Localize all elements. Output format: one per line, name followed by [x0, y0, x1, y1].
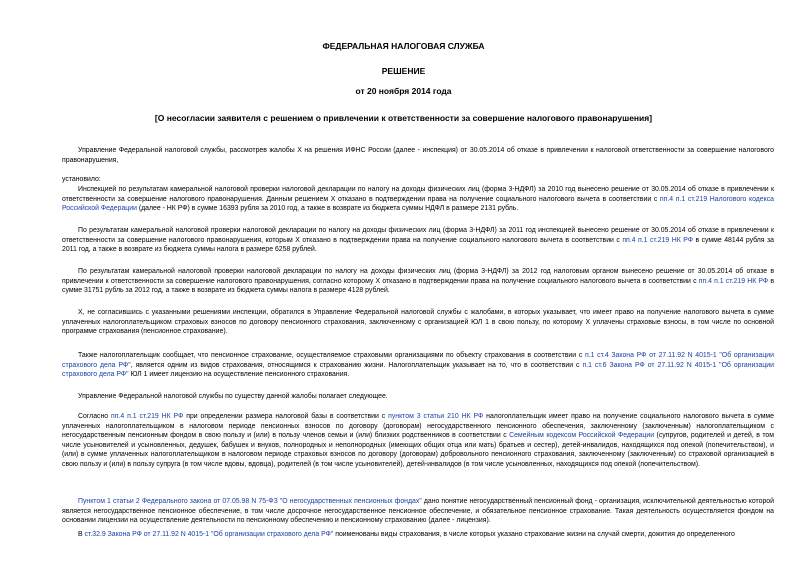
insurance-law-link[interactable]: п.1 ст.4 Закона РФ от 27.11.92 N 4015-1 "Об организации страхового дела РФ": [62, 352, 774, 369]
tax-code-link[interactable]: пунктом 3 статьи 210 НК РФ: [388, 413, 484, 420]
paragraph-intro: Управление Федеральной налоговой службы, рассмотрев жалобы Х на решения ИФНС России (далее - инспекция) от 30.05.2014 об отказе в привлечении к налоговой ответственности за совершение налогового правонарушения,: [62, 147, 774, 164]
text: По результатам камеральной налоговой проверки налоговой декларации по налогу на доходы физических лиц (форма 3-НДФЛ) за 2012 год налоговым органом вынесено решение от 30.05.2014 об отказе в привлечении к ответственности за совершение налогового правонарушения, согласно которому Х отказано в подтверждении права на получение социального налогового вычета в соответствии с: [62, 268, 774, 285]
text: (далее - НК РФ) в сумме 16393 рубля за 2010 год, а также в возврате из бюджета суммы НДФЛ в размере 2131 рубль.: [136, 205, 519, 213]
paragraph-insurance: [62, 351, 774, 380]
text: в сумме 48144 рубля за 2011 год, а также в возврате из бюджета суммы налога в размере 6258 рублей.: [62, 236, 775, 254]
text: (супругов, родителей и детей, в том числе усыновителей и усыновленных, дедушек, бабушек и внуков, полнородных и неполнородных (имеющих общих отца или мать) братьев и сестер), детей-инвалидов, находящихся под опекой (попечительством), и (или) в сумме уплаченных налогоплательщиком в налоговом периоде страховых взносов по договору (договорам) добровольного пенсионного страхования, заключенному (заключенным) со страховой организацией в свою пользу и (или) в пользу супруга (в том числе вдовы, вдовца), родителей (в том числе усыновителей), детей-инвалидов (в том числе усыновленных, находящихся под опекой (попечительством).: [62, 432, 774, 468]
pension-law-link[interactable]: Пунктом 1 статьи 2 Федерального закона от 07.05.98 N 75-ФЗ "О негосударственных пенсионных фондах": [78, 498, 422, 505]
tax-code-link[interactable]: пп.4 п.1 ст.219 НК РФ: [698, 277, 769, 285]
text: Также налогоплательщик сообщает, что пенсионное страхование, осуществляемое страховыми организациями по объекту страхования в соответствии с: [78, 352, 585, 359]
text: В: [78, 531, 85, 538]
text: По результатам камеральной налоговой проверки налоговой декларации по налогу на доходы физических лиц (форма 3-НДФЛ) за 2011 год инспекцией вынесено решение от 30.05.2014 об отказе в привлечении к ответственности за совершение налогового правонарушения, которым Х отказано в подтверждении права на получение социального налогового вычета в соответствии с: [62, 227, 774, 244]
text: , является одним из видов страхования, относящимся к страхованию жизни. Налогоплательщик указывает на то, что в соответствии с: [130, 361, 583, 369]
text: Согласно: [78, 413, 112, 420]
text: дано понятие негосударственный пенсионный фонд - организация, исключительной деятельностью которой является негосударственное пенсионное обеспечение, в том числе досрочное негосударственное пенсионное обеспечение, и обязательное пенсионное страхование. Такая деятельность осуществляется фондом на основании лицензии на осуществление деятельности по пенсионному обеспечению и пенсионному страхованию (далее - лицензия).: [62, 498, 774, 525]
paragraph-2011: [62, 226, 774, 255]
paragraph-opinion: Управление Федеральной налоговой службы по существу данной жалобы полагает следующее.: [78, 393, 388, 400]
agency-title: ФЕДЕРАЛЬНАЯ НАЛОГОВАЯ СЛУЖБА: [322, 41, 485, 51]
family-code-link[interactable]: Семейным кодексом Российской Федерации: [509, 432, 655, 440]
document-date: от 20 ноября 2014 года: [355, 86, 452, 96]
paragraph-deduction: [62, 412, 774, 470]
paragraph-insurance-types: [62, 530, 774, 540]
tax-code-link[interactable]: пп.4 п.1 ст.219 НК РФ: [111, 413, 184, 420]
insurance-law-link[interactable]: п.1 ст.6 Закона РФ от 27.11.92 N 4015-1 "Об организации страхового дела РФ": [62, 361, 774, 379]
document-subject: [О несогласии заявителя с решением о привлечении к ответственности за совершение налогового правонарушения]: [154, 113, 653, 123]
tax-code-link[interactable]: пп.4 п.1 ст.219 Налогового кодекса Российской Федерации: [62, 195, 774, 213]
text: поименованы виды страхования, в числе которых указано страхование жизни на случай смерти, дожития до определенного: [333, 531, 735, 538]
insurance-law-link[interactable]: ст.32.9 Закона РФ от 27.11.92 N 4015-1 "Об организации страхового дела РФ": [84, 531, 334, 538]
text: ЮЛ 1 имеет лицензию на осуществление пенсионного страхования.: [128, 371, 350, 379]
text: Инспекцией по результатам камеральной налоговой проверки налоговой декларации по налогу на доходы физических лиц (форма 3-НДФЛ) за 2010 год вынесено решение от 30.05.2014 об отказе в привлечении к ответственности за совершение налогового правонарушения. Данным решением Х отказано в подтверждении права на получение социального налогового вычета в соответствии с: [62, 186, 774, 203]
document-type: РЕШЕНИЕ: [381, 66, 426, 76]
text: налогоплательщик имеет право на получение социального налогового вычета в сумме уплаченных налогоплательщиком в налоговом периоде пенсионных взносов по договору (договорам) негосударственного пенсионного обеспечения, заключенному (заключенным) налогоплательщиком с негосударственным пенсионным фондом в свою пользу и (или) в пользу членов семьи и (или) близких родственников в соответствии с: [62, 413, 774, 440]
text: в сумме 31751 рубль за 2012 год, а также в возврате из бюджета суммы налога в размере 4128 рублей.: [62, 277, 775, 295]
text: при определении размера налоговой базы в соответствии с: [183, 413, 389, 420]
paragraph-pension-fund: [62, 497, 774, 526]
paragraph-complaint: Х, не согласившись с указанными решениями инспекции, обратился в Управление Федеральной налоговой службы с жалобами, в которых указывает, что имеет право на получение налогового вычета в сумме уплаченных налогоплательщиком страховых взносов по договору пенсионного страхования, заключенному с организацией ЮЛ 1 в свою пользу, по которому Х уплачены страховые взносы, в том числе по основной программе страхования (пенсионное страхование).: [62, 309, 774, 336]
tax-code-link[interactable]: пп.4 п.1 ст.219 НК РФ: [622, 236, 693, 244]
paragraph-2010: [62, 185, 774, 214]
paragraph-2012: [62, 267, 774, 296]
paragraph-established: установило:: [62, 176, 101, 183]
